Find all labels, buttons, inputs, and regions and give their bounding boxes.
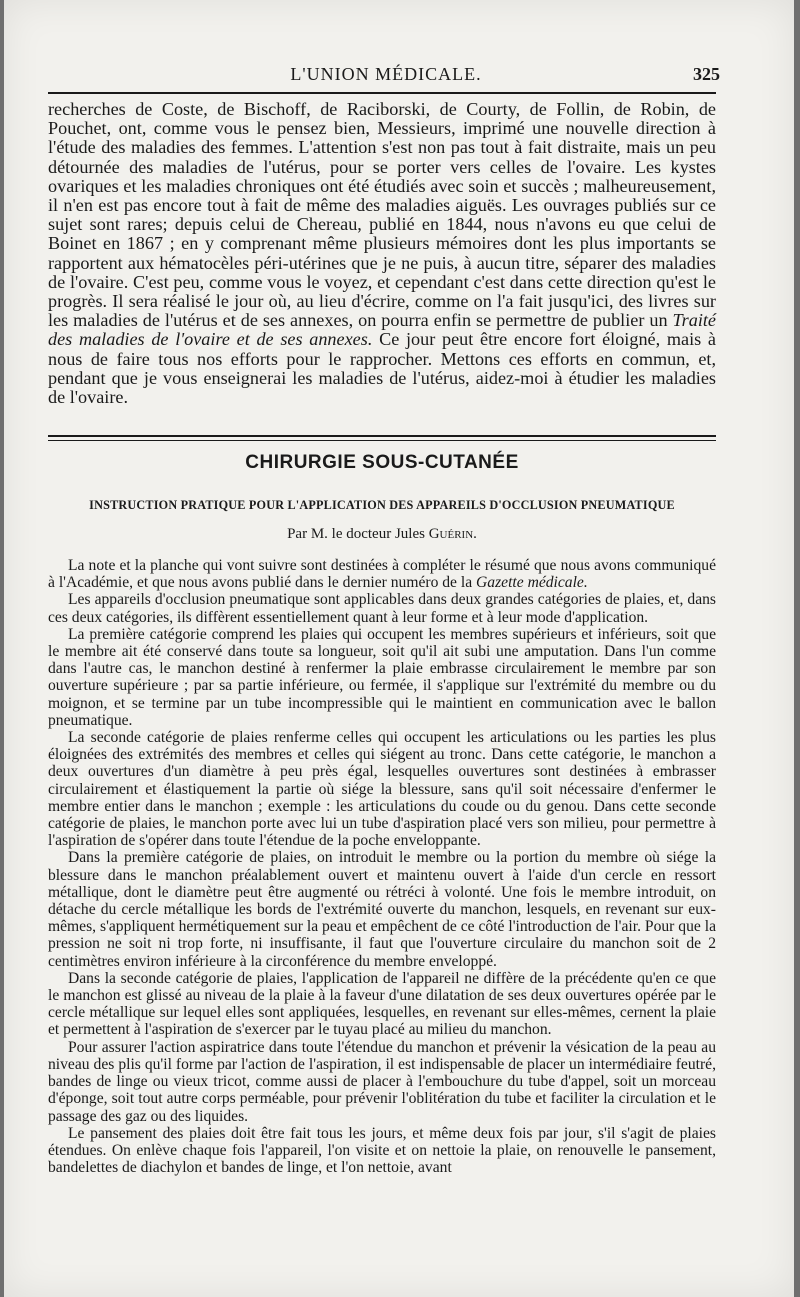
header-rule xyxy=(48,92,716,94)
article-paragraph: Les appareils d'occlusion pneumatique sont applicables dans deux grandes catégories de plaies, et, dans ces deux catégories, ils diffèrent essentiellement quant à leur forme et à leur mode d'application. xyxy=(48,591,716,626)
running-title: L'UNION MÉDICALE. xyxy=(290,64,482,84)
article-paragraph: Dans la première catégorie de plaies, on introduit le membre ou la portion du membre où siége la blessure dans le manchon préalablement ouvert et maintenu ouvert à l'aide d'un cercle en ressort métallique, dont le diamètre peut être augmenté ou rétréci à volonté. Une fois le membre introduit, on détache du cercle métallique les bords de l'extrémité ouverte du manchon, lesquels, en revenant sur eux-mêmes, s'appliquent hermétiquement sur la peau et empêchent de ce côté l'introduction de l'air. Pour que la pression ne soit ni trop forte, ni insuffisante, il faut que l'ouverture circulaire du manchon soit de 2 centimètres environ inférieure à la circonférence du membre enveloppé. xyxy=(48,849,716,970)
article-paragraph: La première catégorie comprend les plaies qui occupent les membres supérieurs et inférieurs, soit que le membre ait été conservé dans toute sa longueur, soit qu'il ait subi une amputation. Dans l'un comme dans l'autre cas, le manchon destiné à renfermer la plaie embrasse circulairement le membre par son ouverture supérieure ; par sa partie inférieure, ou fermée, il s'applique sur l'extrémité du membre ou du moignon, et se termine par un tube incompressible qui le maintient en communication avec le ballon pneumatique. xyxy=(48,625,716,729)
article-paragraph: La seconde catégorie de plaies renferme celles qui occupent les articulations ou les parties les plus éloignées des extrémités des membres et celles qui siégent au tronc. Dans cette catégorie, le manchon a deux ouvertures d'un diamètre à peu près égal, lesquelles ouvertures sont destinées à embrasser circulairement et élastiquement la partie où siége la blessure, sans qu'il soit nécessaire d'enfermer le membre entier dans le manchon ; exemple : les articulations du coude ou du genou. Dans cette seconde catégorie de plaies, le manchon porte avec lui un tube d'aspiration placé vers son milieu, pour permettre à l'aspiration de s'opérer dans toute l'étendue de la poche enveloppante. xyxy=(48,729,716,850)
intro-text-before: recherches de Coste, de Bischoff, de Raciborski, de Courty, de Follin, de Robin, de Pouchet, ont, comme vous le pensez bien, Messieurs, imprimé une nouvelle direction à l'étude des maladies des femmes. L'attention s'est non pas tout à fait distraite, mais un peu détournée des maladies de l'utérus, pour se porter vers celles de l'ovaire. Les kystes ovariques et les maladies chroniques ont été étudiés avec soin et succès ; malheureusement, il n'en est pas encore tout à fait de même des maladies aiguës. Les ouvrages publiés sur ce sujet sont rares; depuis celui de Chereau, publié en 1844, nous n'avons eu que celui de Boinet en 1867 ; en y comprenant même plusieurs mémoires dont les plus importants se rapportent aux hématocèles péri-utérines que je ne puis, à aucun titre, séparer des maladies de l'ovaire. C'est peu, comme vous le voyez, et cependant c'est dans cette direction qu'est le progrès. Il sera réalisé le jour où, au lieu d'écrire, comme on l'a fait jusqu'ici, des livres sur les maladies de l'utérus et de ses annexes, on pourra enfin se permettre de publier un xyxy=(48,99,716,331)
intro-paragraph-text xyxy=(48,100,716,407)
intro-text-after: Ce jour peut être encore fort éloigné, mais à nous de faire tous nos efforts pour le rapprocher. Mettons ces efforts en commun, et, pendant que je vous enseignerai les maladies de l'utérus, aidez-moi à étudier les maladies de l'ovaire. xyxy=(48,329,716,408)
author-suffix: . xyxy=(473,526,477,542)
page-number: 325 xyxy=(693,64,720,84)
intro-paragraph xyxy=(48,100,716,407)
author-name: Guérin xyxy=(428,526,474,542)
article-paragraph: Pour assurer l'action aspiratrice dans toute l'étendue du manchon et prévenir la vésication de la peau au niveau des plis qu'il forme par l'action de l'aspiration, il est indispensable de placer un intermédiaire feutré, bandes de linge ou vieux tricot, comme aussi de placer à l'embouchure du tube d'appel, soit un morceau d'éponge, soit tout autre corps perméable, pour prévenir l'oblitération du tube et faciliter la circulation et le passage des gaz ou des liquides. xyxy=(48,1038,716,1125)
p1-text: La note et la planche qui vont suivre sont destinées à compléter le résumé que nous avons communiqué à l'Académie, et que nous avons publié dans le dernier numéro de la xyxy=(48,557,716,592)
intro-italic-title: Traité des maladies de l'ovaire et de ses annexes. xyxy=(48,310,717,350)
author-line xyxy=(48,526,716,543)
article-body xyxy=(48,557,716,1176)
author-prefix: Par M. le docteur Jules xyxy=(287,526,429,542)
article-paragraph: Dans la seconde catégorie de plaies, l'application de l'appareil ne diffère de la précédente qu'en ce que le manchon est glissé au niveau de la plaie à la faveur d'une dilatation de ses deux ouvertures opérée par le cercle métallique sur lequel elles sont appliquées, lesquelles, en revenant sur elles-mêmes, cernent la plaie et permettent à l'aspiration de s'exercer par le tuyau placé au milieu du manchon. xyxy=(48,969,716,1039)
running-head xyxy=(52,60,720,90)
section-title: CHIRURGIE SOUS-CUTANÉE xyxy=(245,452,519,473)
article-paragraph: Le pansement des plaies doit être fait tous les jours, et même deux fois par jour, s'il s'agit de plaies étendues. On enlève chaque fois l'appareil, l'on visite et on nettoie la plaie, on renouvelle le pansement, bandelettes de diachylon et bandes de linge, et l'on nettoie, avant xyxy=(48,1124,716,1177)
section-divider xyxy=(48,435,716,441)
p1-italic: Gazette médicale. xyxy=(476,574,588,592)
article-subtitle: INSTRUCTION PRATIQUE POUR L'APPLICATION DES APPAREILS D'OCCLUSION PNEUMATIQUE xyxy=(89,498,675,512)
article-paragraph xyxy=(48,557,716,591)
